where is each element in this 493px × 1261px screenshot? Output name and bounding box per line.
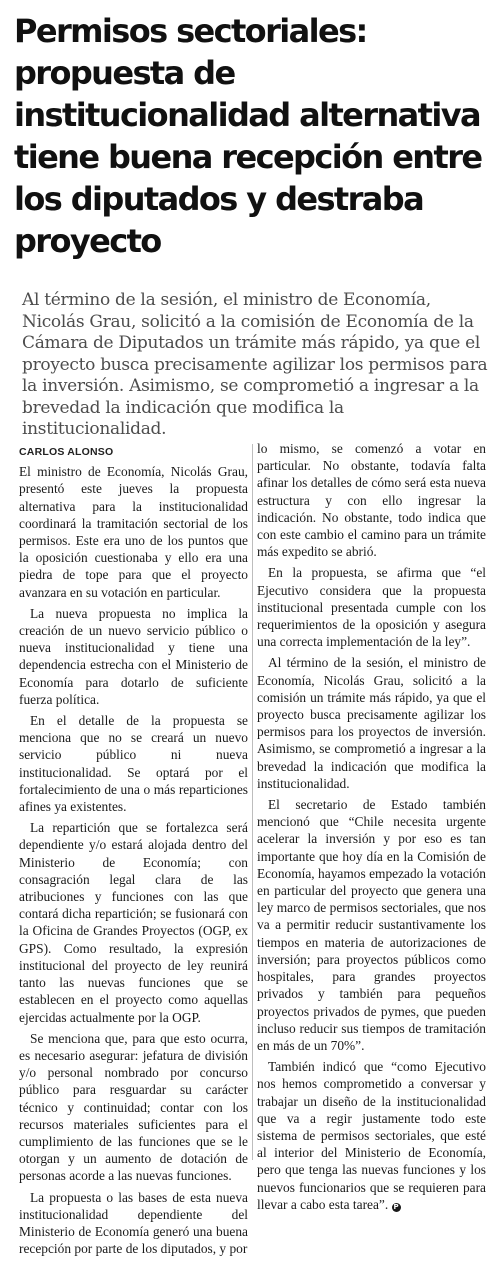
body-paragraph: La propuesta o las bases de esta nueva institucionalidad dependiente del Ministerio de Economía generó una buena recepción por parte de los diputados, y por: [19, 1189, 248, 1257]
headline: Permisos sectoriales: propuesta de institucionalidad alternativa tiene buena recepción entre los diputados y destraba proyecto: [14, 12, 482, 260]
body-paragraph: El ministro de Economía, Nicolás Grau, presentó este jueves la propuesta alternativa para la institucionalidad coordinará la tramitación sectorial de los permisos. Este era uno de los puntos que la oposición cuestionaba y ello era una piedra de tope para que el proyecto avanzara en su votación en particular.: [19, 464, 248, 600]
left-column: [19, 444, 248, 1261]
body-paragraph-text: También indicó que “como Ejecutivo nos hemos comprometido a conversar y trabajar un diseño de la institucionalidad que va a regir justamente todo este sistema de permisos sectoriales, que esté al interior del Ministerio de Economía, pero que tenga las nuevas funciones y los nuevos funcionarios que se requieren para llevar a cabo esta tarea”.: [257, 1059, 486, 1212]
end-of-article-icon: P: [393, 1202, 399, 1211]
body-paragraph: [257, 1058, 486, 1213]
body-paragraph: lo mismo, se comenzó a votar en particular. No obstante, todavía falta afinar los detalles de cómo será esta nueva estructura y con ello ingresar la indicación. No obstante, todo indica que con este cambio el camino para un trámite más expedito se abrió.: [257, 441, 486, 560]
column-divider: [252, 444, 253, 1160]
byline: CARLOS ALONSO: [19, 446, 114, 458]
body-paragraph: La repartición que se fortalezca será dependiente y/o estará alojada dentro del Ministerio de Economía; con consagración legal clara de las atribuciones y funciones con las que contará dicha repartición; se fusionará con la Oficina de Grandes Proyectos (OGP, ex GPS). Como resultado, la expresión institucional del proyecto de ley reunirá tanto las nuevas funciones que se establecen en el proyecto como aquellas ejercidas actualmente por la OGP.: [19, 820, 248, 1025]
body-paragraph: Se menciona que, para que esto ocurra, es necesario asegurar: jefatura de división y/o personal nombrado por concurso público para resguardar su carácter técnico y continuidad; contar con los recursos materiales suficientes para el cumplimiento de las funciones que se le otorgan y un aumento de dotación de personas acorde a las nuevas funciones.: [19, 1030, 248, 1184]
right-column: [257, 440, 486, 1217]
lead-paragraph: Al término de la sesión, el ministro de Economía, Nicolás Grau, solicitó a la comisión de Economía de la Cámara de Diputados un trámite más rápido, ya que el proyecto busca precisamente agilizar los permisos para la inversión. Asimismo, se comprometió a ingresar a la brevedad la indicación que modifica la institucionalidad.: [22, 290, 488, 439]
body-paragraph: En la propuesta, se afirma que “el Ejecutivo considera que la propuesta institucional presentada cumple con los requerimientos de la oposición y asegura una correcta implementación de la ley”.: [257, 565, 486, 650]
body-paragraph: El secretario de Estado también mencionó que “Chile necesita urgente acelerar la inversión y por eso es tan importante que hoy día en la Comisión de Economía, hayamos empezado la votación en particular del proyecto que genera una ley marco de permisos sectoriales, que nos va a permitir reducir sustantivamente los tiempos en materia de autorizaciones de inversión; para proyectos públicos como hospitales, para grandes proyectos privados y también para pequeños proyectos privados de pymes, que pueden incluso reducir sus tiempos de tramitación en más de un 70%”.: [257, 797, 486, 1053]
body-paragraph: Al término de la sesión, el ministro de Economía, Nicolás Grau, solicitó a la comisión un trámite más rápido, ya que el proyecto busca precisamente agilizar los permisos para los proyectos de inversión. Asimismo, se comprometió a ingresar a la brevedad la indicación que modifica la institucionalidad.: [257, 655, 486, 791]
body-paragraph: La nueva propuesta no implica la creación de un nuevo servicio público o nueva institucionalidad y tiene una dependencia estrecha con el Ministerio de Economía para dotarlo de suficiente fuerza política.: [19, 605, 248, 707]
body-paragraph: En el detalle de la propuesta se menciona que no se creará un nuevo servicio público ni nueva institucionalidad. Se optará por el fortalecimiento de una o más reparticiones afines ya existentes.: [19, 713, 248, 815]
